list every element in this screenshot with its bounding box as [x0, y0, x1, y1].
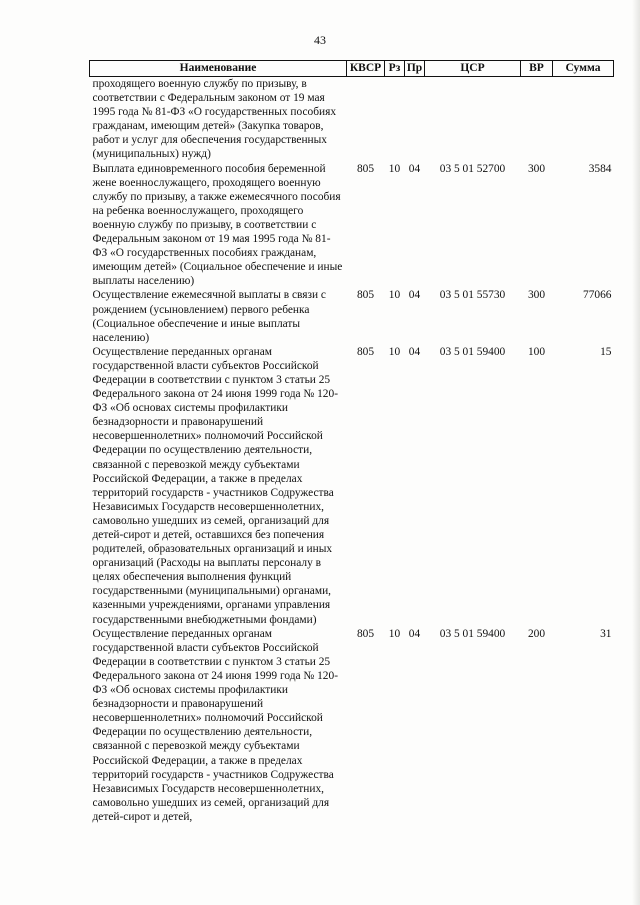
header-name: Наименование [90, 61, 347, 77]
row-sum: 77066 [583, 289, 612, 302]
row-csr [425, 77, 521, 162]
row-sum: 3584 [588, 162, 612, 175]
table-row [90, 77, 614, 162]
row-kvsr: 805 [356, 162, 375, 175]
row-kvsr: 805 [356, 345, 375, 358]
table-row [90, 162, 614, 289]
row-vr: 100 [527, 345, 546, 358]
row-vr: 200 [527, 627, 546, 640]
page-number: 43 [314, 33, 326, 47]
budget-table [89, 60, 614, 824]
row-sum: 31 [600, 627, 612, 640]
scan-edge-shadow [632, 0, 640, 905]
row-name: Осуществление ежемесячной выплаты в связи с рождением (усыновлением) первого ребенка (Социальное обеспечение и иные выплаты населению) [92, 289, 326, 344]
header-rz: Рз [385, 61, 405, 77]
row-csr: 03 5 01 59400 [439, 627, 506, 640]
header-vr: ВР [521, 61, 553, 77]
row-rz: 10 [388, 345, 401, 358]
row-csr: 03 5 01 59400 [439, 345, 506, 358]
row-csr: 03 5 01 55730 [439, 289, 506, 302]
row-rz: 10 [388, 627, 401, 640]
row-name: Осуществление переданных органам государственной власти субъектов Российской Федерации в соответствии с пунктом 3 статьи 25 Федерального закона от 24 июня 1999 года № 120-ФЗ «Об основах системы профилактики безнадзорности и правонарушений несовершеннолетних» полномочий Российской Федерации по осуществлению деятельности, связанной с перевозкой между субъектами Российской Федерации, а также в пределах территорий государств - участников Содружества Независимых Государств несовершеннолетних, самовольно ушедших из семей, организаций для детей-сирот и детей, [92, 627, 338, 823]
row-vr: 300 [527, 162, 546, 175]
row-rz: 10 [388, 289, 401, 302]
row-vr [521, 77, 553, 162]
header-csr: ЦСР [425, 61, 521, 77]
row-kvsr: 805 [356, 627, 375, 640]
row-pr: 04 [408, 162, 421, 175]
row-pr: 04 [408, 345, 421, 358]
row-name: Осуществление переданных органам государственной власти субъектов Российской Федерации в соответствии с пунктом 3 статьи 25 Федерального закона от 24 июня 1999 года № 120-ФЗ «Об основах системы профилактики безнадзорности и правонарушений несовершеннолетних» полномочий Российской Федерации по осуществлению деятельности, связанной с перевозкой между субъектами Российской Федерации, а также в пределах территорий государств - участников Содружества Независимых Государств несовершеннолетних, самовольно ушедших из семей, организаций для детей-сирот и детей, оставшихся без попечения родителей, образовательных организаций и иных организаций (Расходы на выплаты персоналу в целях обеспечения выполнения функций государственными (муниципальными) органами, казенными учреждениями, органами управления государственными внебюджетными фондами) [92, 345, 338, 626]
row-sum: 15 [600, 345, 612, 358]
row-pr [405, 77, 425, 162]
row-sum [553, 77, 614, 162]
row-kvsr: 805 [356, 289, 375, 302]
table-row [90, 288, 614, 344]
table-row [90, 345, 614, 627]
row-kvsr [347, 77, 385, 162]
row-rz: 10 [388, 162, 401, 175]
header-pr: Пр [405, 61, 425, 77]
row-pr: 04 [408, 627, 421, 640]
header-kvsr: КВСР [347, 61, 385, 77]
table-header-row [90, 61, 614, 77]
row-name: проходящего военную службу по призыву, в соответствии с Федеральным законом от 19 мая 1995 года № 81-ФЗ «О государственных пособиях гражданам, имеющим детей» (Закупка товаров, работ и услуг для обеспечения государственных (муниципальных) нужд) [92, 78, 337, 161]
table-row [90, 627, 614, 824]
row-vr: 300 [527, 289, 546, 302]
row-rz [385, 77, 405, 162]
row-pr: 04 [408, 289, 421, 302]
header-sum: Сумма [553, 61, 614, 77]
row-csr: 03 5 01 52700 [439, 162, 506, 175]
row-name: Выплата единовременного пособия беременной жене военнослужащего, проходящего военную службу по призыву, а также ежемесячного пособия на ребенка военнослужащего, проходящего военную службу по призыву, в соответствии с Федеральным законом от 19 мая 1995 года № 81-ФЗ «О государственных пособиях гражданам, имеющим детей» (Социальное обеспечение и иные выплаты населению) [92, 162, 343, 288]
